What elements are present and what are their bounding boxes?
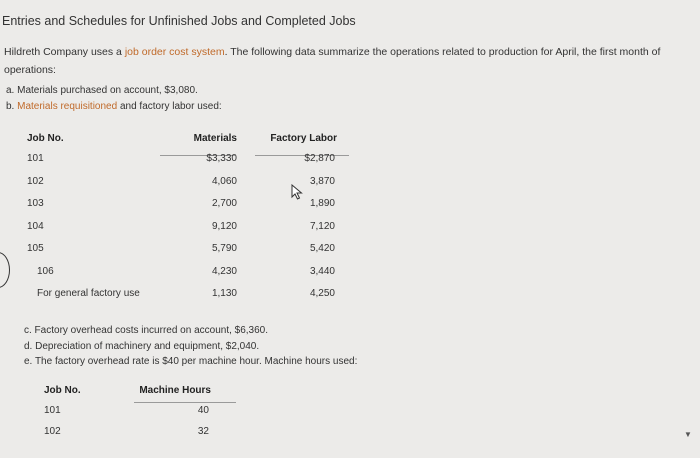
materials-cell: 4,230 [211, 265, 237, 277]
table-row [27, 153, 349, 176]
labor-cell: 1,890 [309, 198, 335, 209]
item-c: c. Factory overhead costs incurred on account, $6,360. [24, 325, 269, 336]
job-no-cell: 106 [37, 265, 54, 277]
job-no-cell: 104 [27, 220, 44, 232]
job-no-cell: 102 [27, 175, 44, 187]
scroll-down-icon[interactable]: ▼ [684, 430, 692, 439]
table-row [44, 426, 239, 447]
materials-cell: 5,790 [211, 243, 237, 254]
machine-hours-cell: 32 [197, 426, 209, 437]
table-row [27, 221, 349, 244]
page-title: Entries and Schedules for Unfinished Jobs and Completed Jobs [2, 14, 356, 28]
intro-suffix: . The following data summarize the operations related to production for April, the first month of operations: [4, 46, 661, 76]
materials-cell: $3,330 [206, 153, 237, 164]
job-order-cost-system-link[interactable]: job order cost system [124, 46, 225, 58]
item-b [6, 101, 222, 112]
table-row [27, 198, 349, 221]
table-row [27, 266, 349, 289]
labor-cell: 3,440 [309, 265, 335, 277]
item-e: e. The factory overhead rate is $40 per machine hour. Machine hours used: [24, 356, 358, 367]
labor-cell: 5,420 [309, 243, 335, 254]
materials-labor-table [27, 133, 349, 311]
job-no-cell: 102 [44, 426, 61, 437]
header-factory-labor: Factory Labor [270, 133, 337, 144]
header-materials: Materials [193, 133, 237, 144]
table-header-row [44, 385, 239, 405]
table-row [44, 405, 239, 426]
materials-cell: 4,060 [211, 175, 237, 187]
labor-cell: 4,250 [309, 288, 335, 299]
header-job-no: Job No. [27, 133, 64, 144]
labor-cell: $2,870 [304, 153, 335, 164]
item-a: a. Materials purchased on account, $3,080. [6, 85, 198, 96]
table-row [27, 288, 349, 311]
job-no-cell: For general factory use [37, 288, 140, 299]
labor-cell: 3,870 [309, 175, 335, 187]
side-arc [0, 252, 10, 288]
mouse-pointer-icon [291, 184, 303, 200]
header-machine-hours: Machine Hours [139, 385, 211, 396]
materials-requisitioned-link[interactable]: Materials requisitioned [17, 101, 118, 112]
machine-hours-table [44, 385, 239, 447]
header-job-no: Job No. [44, 385, 81, 396]
job-no-cell: 101 [44, 405, 61, 416]
item-d: d. Depreciation of machinery and equipment, $2,040. [24, 341, 260, 352]
item-b-prefix: b. [6, 101, 18, 112]
materials-cell: 9,120 [211, 220, 237, 232]
table-header-row [27, 133, 349, 153]
job-no-cell: 101 [27, 153, 44, 164]
table-row [27, 243, 349, 266]
machine-hours-cell: 40 [197, 405, 209, 416]
labor-cell: 7,120 [309, 220, 335, 232]
intro-prefix: Hildreth Company uses a [4, 46, 125, 58]
job-no-cell: 105 [27, 243, 44, 254]
job-no-cell: 103 [27, 198, 44, 209]
materials-cell: 1,130 [211, 288, 237, 299]
intro-paragraph [4, 43, 694, 79]
materials-cell: 2,700 [211, 198, 237, 209]
item-b-suffix: and factory labor used: [117, 101, 222, 112]
